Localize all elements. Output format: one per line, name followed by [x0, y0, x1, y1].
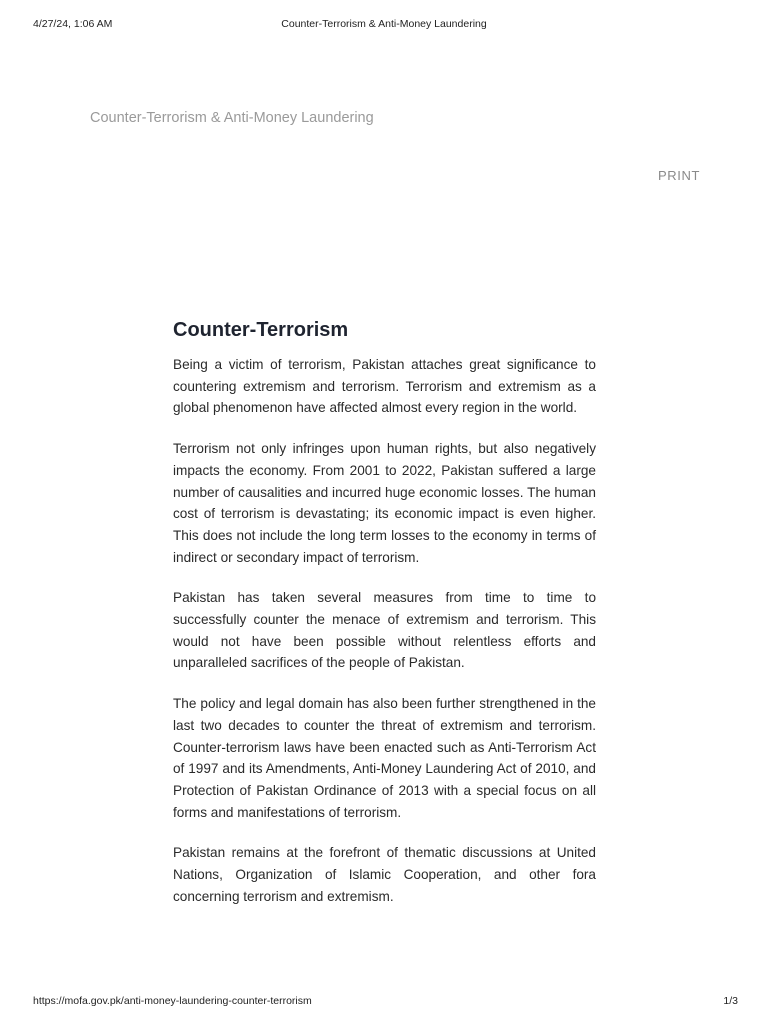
article-paragraph: The policy and legal domain has also been further strengthened in the last two decades to counter the threat of extremism and terrorism. Counter-terrorism laws have been enacted such as Anti-Terrorism Act of 1997 and its Amendments, Anti-Money Laundering Act of 2010, and Protection of Pakistan Ordinance of 2013 with a special focus on all forms and manifestations of terrorism. — [173, 696, 596, 820]
site-title: Counter-Terrorism & Anti-Money Laundering — [90, 110, 374, 126]
print-footer-url: https://mofa.gov.pk/anti-money-laundering-counter-terrorism — [33, 995, 312, 1007]
article-heading: Counter-Terrorism — [173, 319, 349, 341]
article-paragraph: Terrorism not only infringes upon human rights, but also negatively impacts the economy. From 2001 to 2022, Pakistan suffered a large number of causalities and incurred huge economic losses. The human cost of terrorism is devastating; its economic impact is even higher. This does not include the long term losses to the economy in terms of indirect or secondary impact of terrorism. — [173, 441, 596, 565]
print-link[interactable]: PRINT — [658, 168, 700, 183]
article-content — [173, 316, 596, 926]
article-paragraph: Being a victim of terrorism, Pakistan attaches great significance to countering extremism and terrorism. Terrorism and extremism as a global phenomenon have affected almost every region in the world. — [173, 357, 596, 416]
print-footer-page-number: 1/3 — [723, 995, 738, 1007]
print-header-datetime: 4/27/24, 1:06 AM — [33, 18, 113, 30]
article-paragraph: Pakistan has taken several measures from time to time to successfully counter the menace of extremism and terrorism. This would not have been possible without relentless efforts and unparalleled sacrifices of the people of Pakistan. — [173, 590, 596, 671]
print-header-title: Counter-Terrorism & Anti-Money Laundering — [281, 18, 487, 30]
article-paragraph: Pakistan remains at the forefront of thematic discussions at United Nations, Organization of Islamic Cooperation, and other fora concerning terrorism and extremism. — [173, 845, 596, 904]
